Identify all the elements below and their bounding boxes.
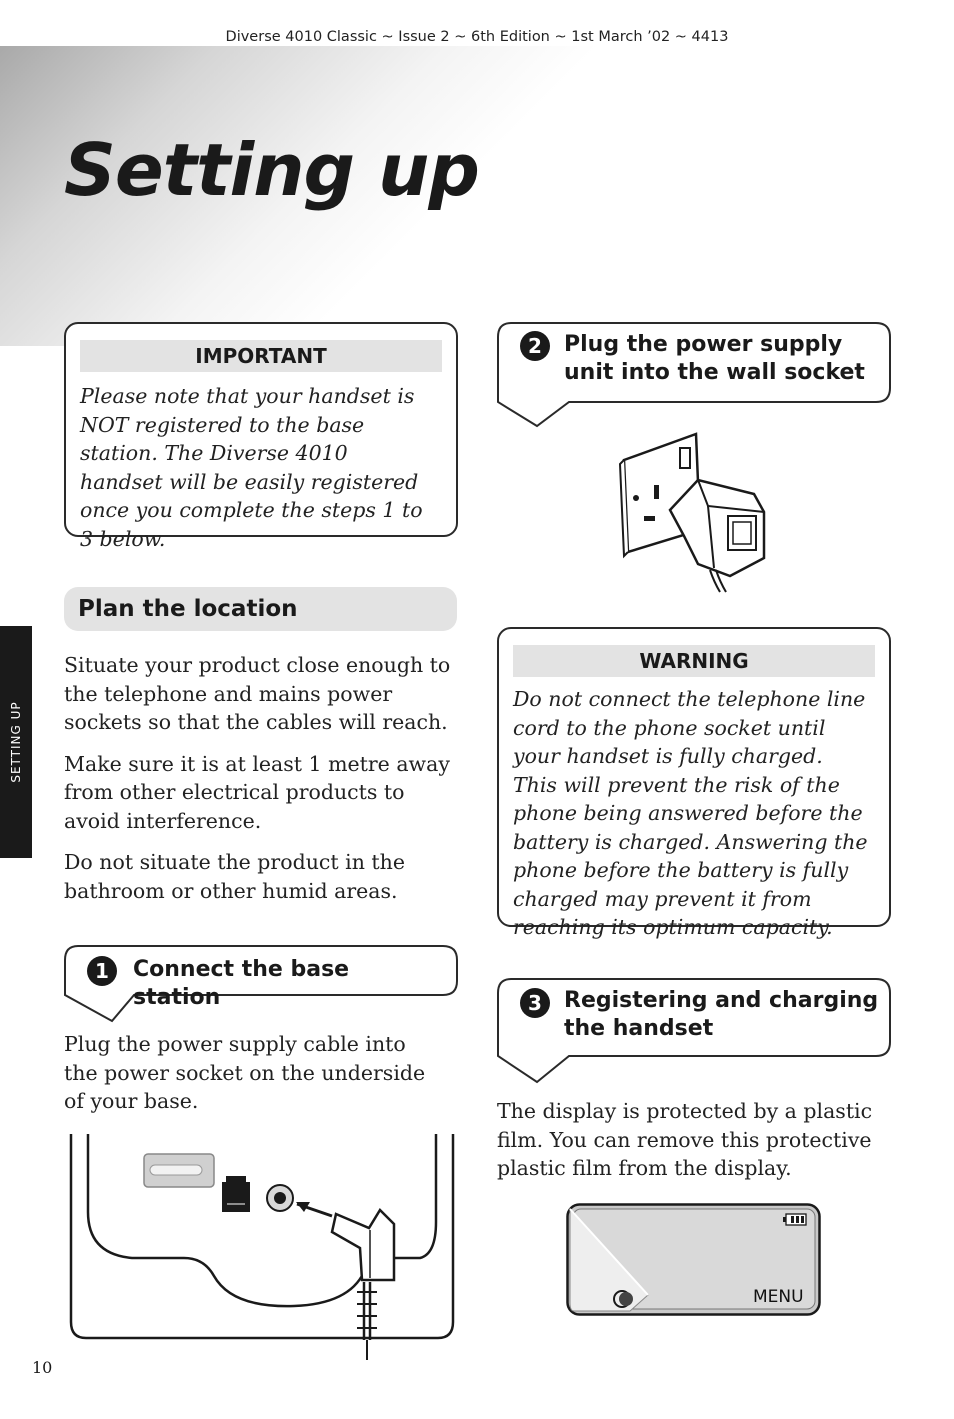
base-station-illustration — [64, 1132, 458, 1360]
plan-paragraph-2: Make sure it is at least 1 metre away from other electrical products to avoid interference. — [64, 751, 450, 833]
warning-box — [497, 627, 891, 939]
page-number: 10 — [32, 1358, 53, 1377]
plan-paragraph-1: Situate your product close enough to the telephone and mains power sockets so that the cables will reach. — [64, 653, 451, 734]
page-title: Setting up — [64, 128, 479, 212]
step3-number: 3 — [520, 988, 550, 1018]
running-header: Diverse 4010 Classic ~ Issue 2 ~ 6th Edition ~ 1st March ’02 ~ 4413 — [225, 29, 729, 45]
step3-title: Registering and charging the handset — [564, 988, 879, 1041]
display-menu-label: MENU — [753, 1287, 804, 1307]
important-box — [64, 322, 458, 551]
plan-paragraph-3: Do not situate the product in the bathroom or other humid areas. — [64, 850, 405, 903]
step2-number: 2 — [520, 331, 550, 361]
handset-display-illustration — [566, 1203, 822, 1317]
step1-number: 1 — [87, 956, 117, 986]
step3-text: The display is protected by a plastic film. You can remove this protective plastic film from the display. — [497, 1099, 873, 1180]
warning-text: Do not connect the telephone line cord to the phone socket until your handset is fully charged. This will prevent the risk of the phone being answered before the battery is charged. Answering the phone before the battery is fully charged may prevent it from reaching its optimum capacity. — [513, 687, 868, 939]
step2-callout — [497, 322, 891, 428]
step2-title: Plug the power supply unit into the wall socket — [564, 332, 865, 385]
step3-callout — [497, 978, 891, 1086]
battery-full-icon — [783, 1214, 806, 1225]
step1-title: Connect the base station — [133, 957, 350, 1010]
side-tab-label: SETTING UP — [9, 701, 23, 783]
step1-text: Plug the power supply cable into the power socket on the underside of your base. — [64, 1032, 426, 1113]
important-text: Please note that your handset is NOT registered to the base station. The Diverse 4010 handset will be easily registered once you complete the steps 1 to 3 below. — [80, 384, 423, 551]
important-heading: IMPORTANT — [80, 340, 442, 372]
plan-location-text — [64, 651, 459, 918]
plan-location-heading: Plan the location — [64, 587, 457, 631]
side-section-tab — [0, 626, 32, 858]
step1-callout — [64, 945, 458, 1025]
warning-heading: WARNING — [513, 645, 875, 677]
wall-socket-illustration — [618, 430, 778, 595]
